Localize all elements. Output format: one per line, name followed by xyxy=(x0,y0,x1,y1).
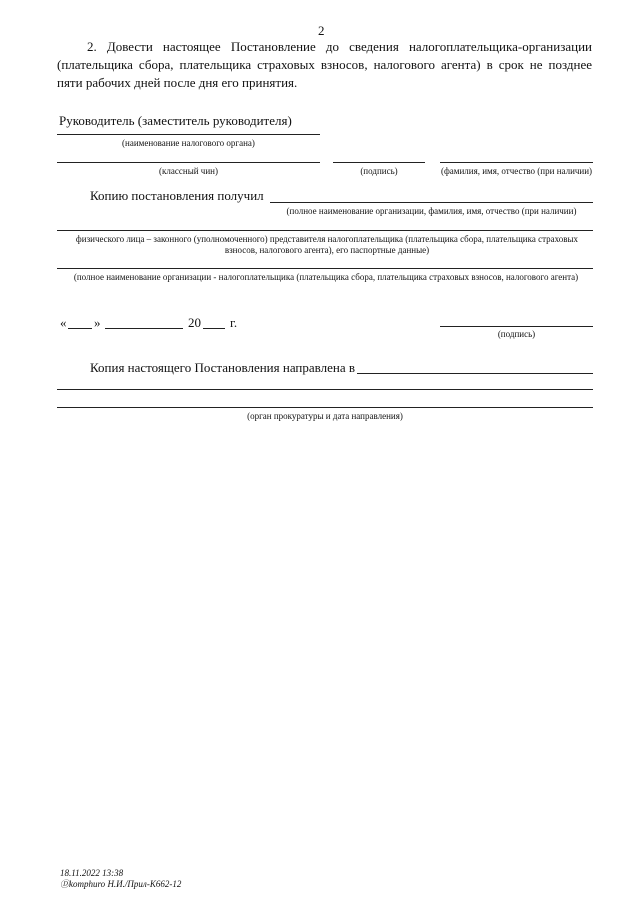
paragraph-text: 2. Довести настоящее Постановление до сведения налогоплательщика-организации (плательщика сбора, плательщика страховых взносов, налогового агента) в срок не позднее пяти рабочих дней после дня его принятия. xyxy=(57,39,592,90)
sent-line-3 xyxy=(57,407,593,408)
year-prefix: 20 xyxy=(188,315,201,330)
sent-caption: (орган прокуратуры и дата направления) xyxy=(247,411,403,421)
footer-brand: komphuro xyxy=(69,879,106,889)
org-caption: (наименование налогового органа) xyxy=(122,138,255,148)
day-line xyxy=(68,328,92,329)
date-signature-line xyxy=(440,326,593,327)
date-close-quote: » xyxy=(94,315,101,330)
copy-received-caption-1: (полное наименование организации, фамилия, имя, отчество (при наличии) xyxy=(286,206,577,216)
sent-label: Копия настоящего Постановления направлена в xyxy=(90,360,355,375)
footer-reference: Н.И./Прил-К662-12 xyxy=(107,879,182,889)
brand-logo-icon: Ⓓ xyxy=(60,879,70,889)
page-number: 2 xyxy=(318,23,325,38)
footer-timestamp: 18.11.2022 13:38 xyxy=(60,868,124,878)
rank-caption: (классный чин) xyxy=(159,166,218,176)
rank-line xyxy=(57,162,320,163)
instruction-paragraph xyxy=(57,38,592,92)
fio-line xyxy=(440,162,593,163)
copy-received-label: Копию постановления получил xyxy=(90,188,264,203)
copy-received-caption-2: физического лица – законного (уполномоченного) представителя налогоплательщика (плательщика сбора, плательщика страховых взносов, налогового агента), его паспортные данные) xyxy=(75,234,579,255)
fio-caption: (фамилия, имя, отчество (при наличии) xyxy=(440,166,593,176)
month-line xyxy=(105,328,183,329)
date-signature-caption: (подпись) xyxy=(497,329,536,339)
year-suffix: г. xyxy=(230,315,238,330)
sent-line-2 xyxy=(57,389,593,390)
taxpayer-line xyxy=(57,268,593,269)
head-title: Руководитель (заместитель руководителя) xyxy=(59,113,292,128)
sent-line-1 xyxy=(357,373,593,374)
copy-received-line xyxy=(270,202,593,203)
footer-line xyxy=(60,879,181,889)
signature-line xyxy=(333,162,425,163)
copy-received-caption-3: (полное наименование организации - налогоплательщика (плательщика сбора, плательщика страховых взносов, налогового агента) xyxy=(73,272,579,282)
date-open-quote: « xyxy=(60,315,67,330)
signature-caption: (подпись) xyxy=(360,166,398,176)
representative-line xyxy=(57,230,593,231)
year-line xyxy=(203,328,225,329)
org-line xyxy=(57,134,320,135)
